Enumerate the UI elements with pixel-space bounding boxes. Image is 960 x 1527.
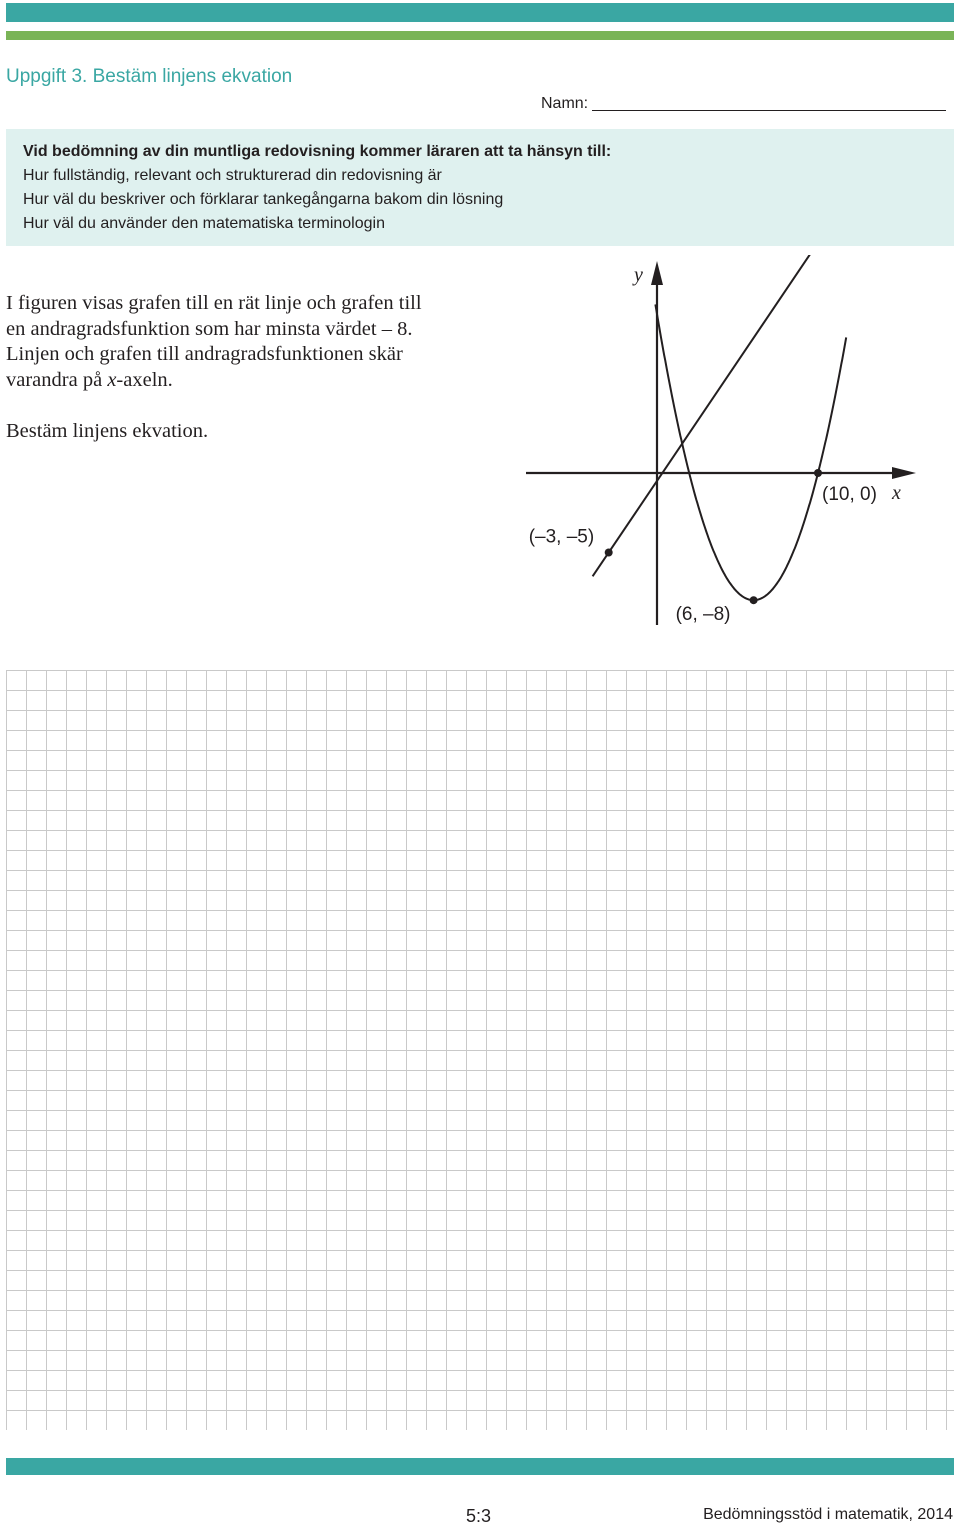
- x-axis-label: x: [892, 482, 901, 504]
- y-axis-arrow: [651, 261, 663, 285]
- criteria-item: Hur fullständig, relevant och strukturerad din redovisning är: [23, 167, 442, 184]
- page-number: 5:3: [466, 1506, 492, 1526]
- answer-grid: [6, 670, 954, 1430]
- name-label: Namn:: [541, 95, 589, 112]
- point-label: (10, 0): [822, 484, 877, 505]
- header-bar-green: [6, 31, 954, 40]
- point-label: (–3, –5): [528, 526, 595, 548]
- criteria-item: Hur väl du använder den matematiska terminologin: [23, 215, 385, 232]
- footer-bar-teal: [6, 1458, 954, 1475]
- data-point: [605, 549, 613, 557]
- task-text: [6, 291, 466, 444]
- task-line: en andragradsfunktion som har minsta värdet – 8.: [6, 317, 413, 340]
- header-bar-teal: [6, 3, 954, 22]
- straight-line: [593, 255, 843, 576]
- criteria-heading: Vid bedömning av din muntliga redovisning kommer läraren att ta hänsyn till:: [23, 143, 612, 160]
- y-axis-label: y: [634, 264, 643, 286]
- task-line: I figuren visas grafen till en rät linje och grafen till: [6, 292, 422, 314]
- function-graph: [520, 255, 920, 635]
- task-line: varandra på x-axeln.: [6, 368, 173, 391]
- point-label: (6, –8): [675, 604, 731, 626]
- assessment-criteria-box: [6, 129, 954, 246]
- data-point: [814, 469, 822, 477]
- task-line: Linjen och grafen till andragradsfunktionen skär: [6, 343, 403, 365]
- footer-source: Bedömningsstöd i matematik, 2014: [703, 1506, 953, 1523]
- x-axis-arrow: [892, 467, 916, 479]
- parabola: [655, 304, 846, 600]
- page-title: Uppgift 3. Bestäm linjens ekvation: [6, 66, 293, 87]
- criteria-item: Hur väl du beskriver och förklarar tankegångarna bakom din lösning: [23, 191, 504, 208]
- data-point: [750, 596, 758, 604]
- name-field-line: [592, 110, 946, 111]
- task-instruction: Bestäm linjens ekvation.: [6, 419, 209, 442]
